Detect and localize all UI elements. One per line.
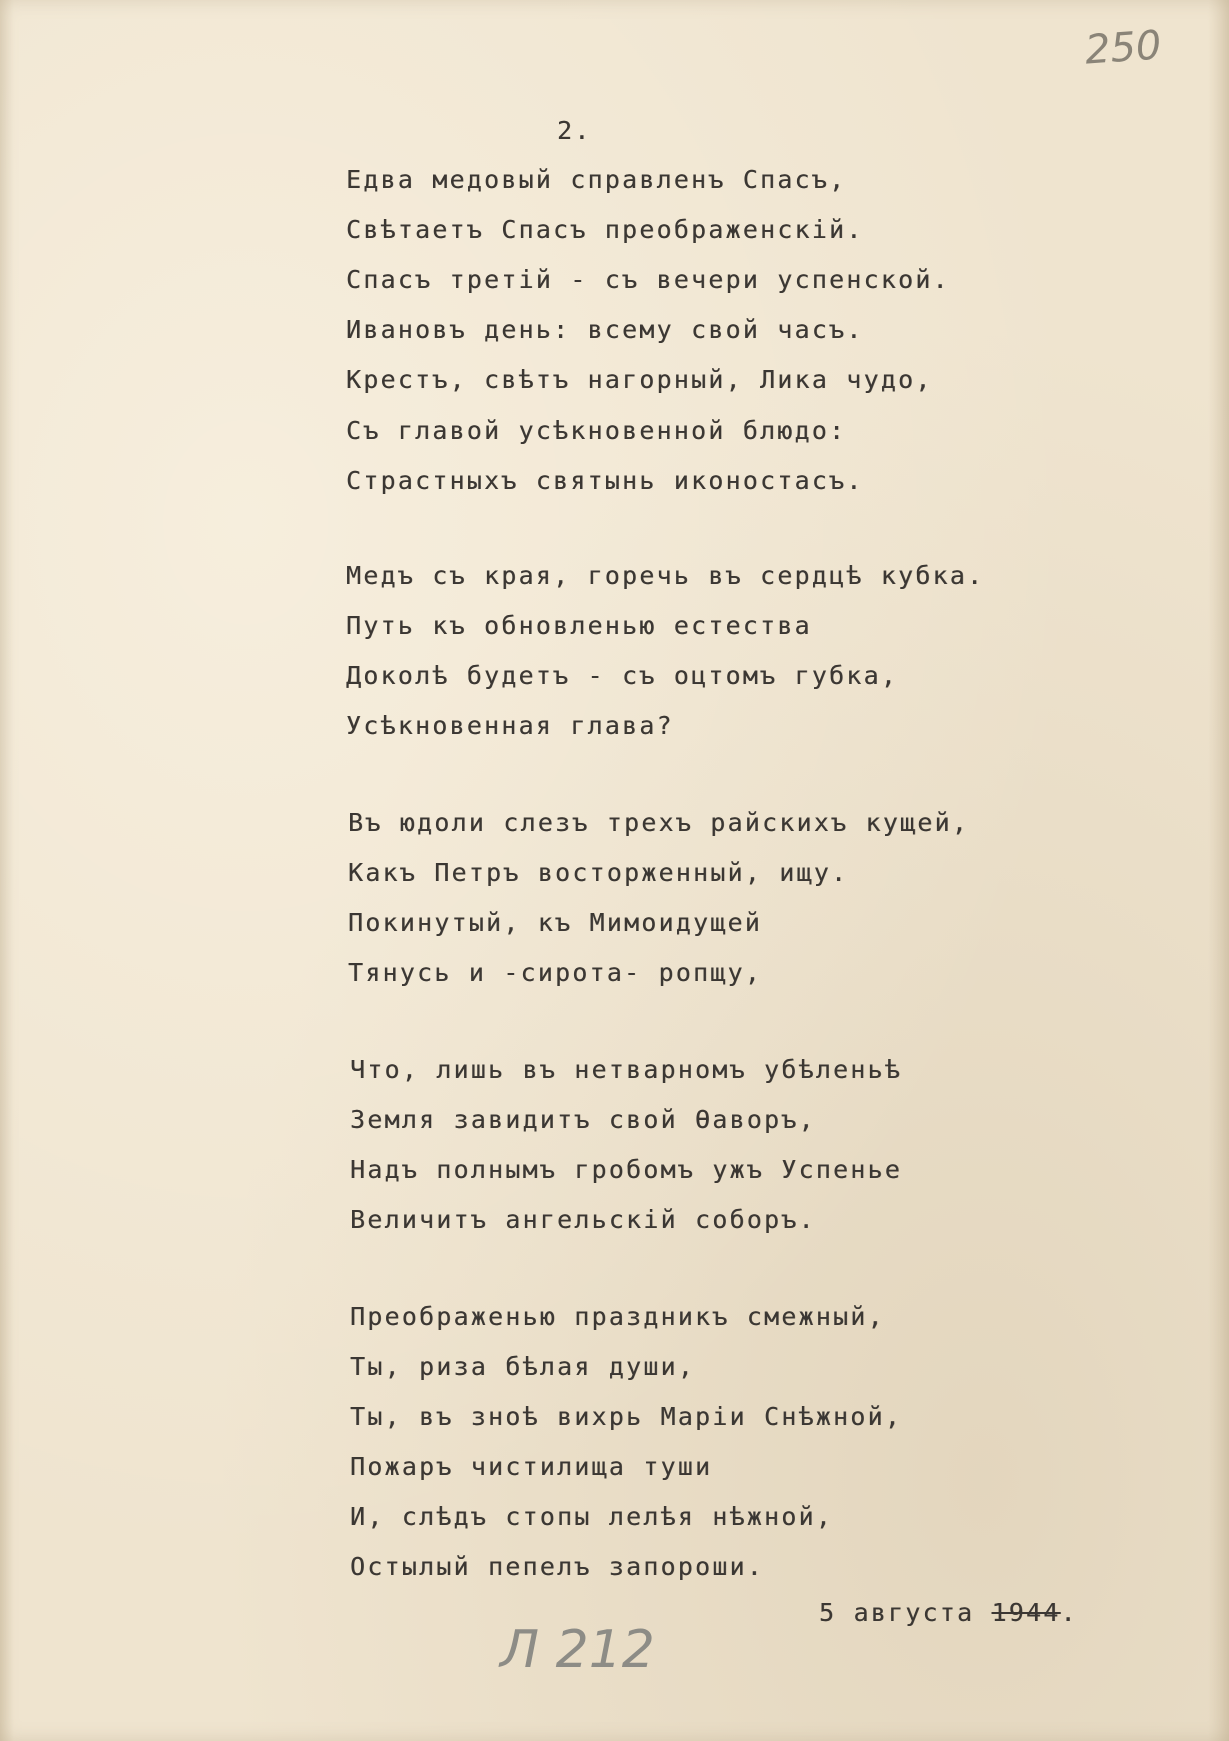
date-day-month: 5 августа bbox=[819, 1598, 992, 1627]
poem-line: Едва медовый справленъ Спасъ, bbox=[346, 165, 847, 194]
page-number: 2. bbox=[557, 116, 592, 145]
poem-line: Тянусь и -сирота- ропщу, bbox=[348, 958, 763, 987]
poem-line: Ивановъ день: всему свой часъ. bbox=[346, 315, 864, 344]
poem-line: Какъ Петръ восторженный, ищу. bbox=[348, 858, 849, 887]
poem-line: Преображенью праздникъ смежный, bbox=[350, 1302, 885, 1331]
poem-line: И, слѣдъ стопы лелѣя нѣжной, bbox=[350, 1502, 834, 1531]
poem-line: Съ главой усѣкновенной блюдо: bbox=[346, 416, 847, 445]
poem-line: Величитъ ангельскій соборъ. bbox=[350, 1205, 816, 1234]
poem-line: Земля завидитъ свой Ѳаворъ, bbox=[350, 1105, 816, 1134]
date-line bbox=[819, 1600, 1078, 1625]
archive-mark: Л 212 bbox=[500, 1620, 655, 1680]
poem-line: Спасъ третій - съ вечери успенской. bbox=[346, 265, 950, 294]
poem-line: Доколѣ будетъ - съ оцтомъ губка, bbox=[346, 661, 899, 690]
poem-line: Крестъ, свѣтъ нагорный, Лика чудо, bbox=[346, 365, 933, 394]
poem-line: Надъ полнымъ гробомъ ужъ Успенье bbox=[350, 1155, 903, 1184]
poem-line: Медъ съ края, горечь въ сердцѣ кубка. bbox=[346, 561, 985, 590]
poem-line: Путь къ обновленью естества bbox=[346, 611, 812, 640]
poem-line: Покинутый, къ Мимоидущей bbox=[348, 908, 763, 937]
poem-line: Пожаръ чистилища туши bbox=[350, 1452, 713, 1481]
poem-line: Ты, риза бѣлая души, bbox=[350, 1352, 696, 1381]
poem-line: Усѣкновенная глава? bbox=[346, 711, 674, 740]
date-end: . bbox=[1060, 1598, 1078, 1627]
folio-number: 250 bbox=[1083, 22, 1163, 74]
poem-line: Страстныхъ святынь иконостасъ. bbox=[346, 466, 864, 495]
poem-line: Ты, въ зноѣ вихрь Маріи Снѣжной, bbox=[350, 1402, 903, 1431]
poem-line: Остылый пепелъ запороши. bbox=[350, 1552, 765, 1581]
poem-line: Въ юдоли слезъ трехъ райскихъ кущей, bbox=[348, 808, 970, 837]
poem-line: Что, лишь въ нетварномъ убѣленьѣ bbox=[350, 1055, 903, 1084]
date-year: 1944 bbox=[991, 1598, 1061, 1627]
poem-line: Свѣтаетъ Спасъ преображенскій. bbox=[346, 215, 864, 244]
